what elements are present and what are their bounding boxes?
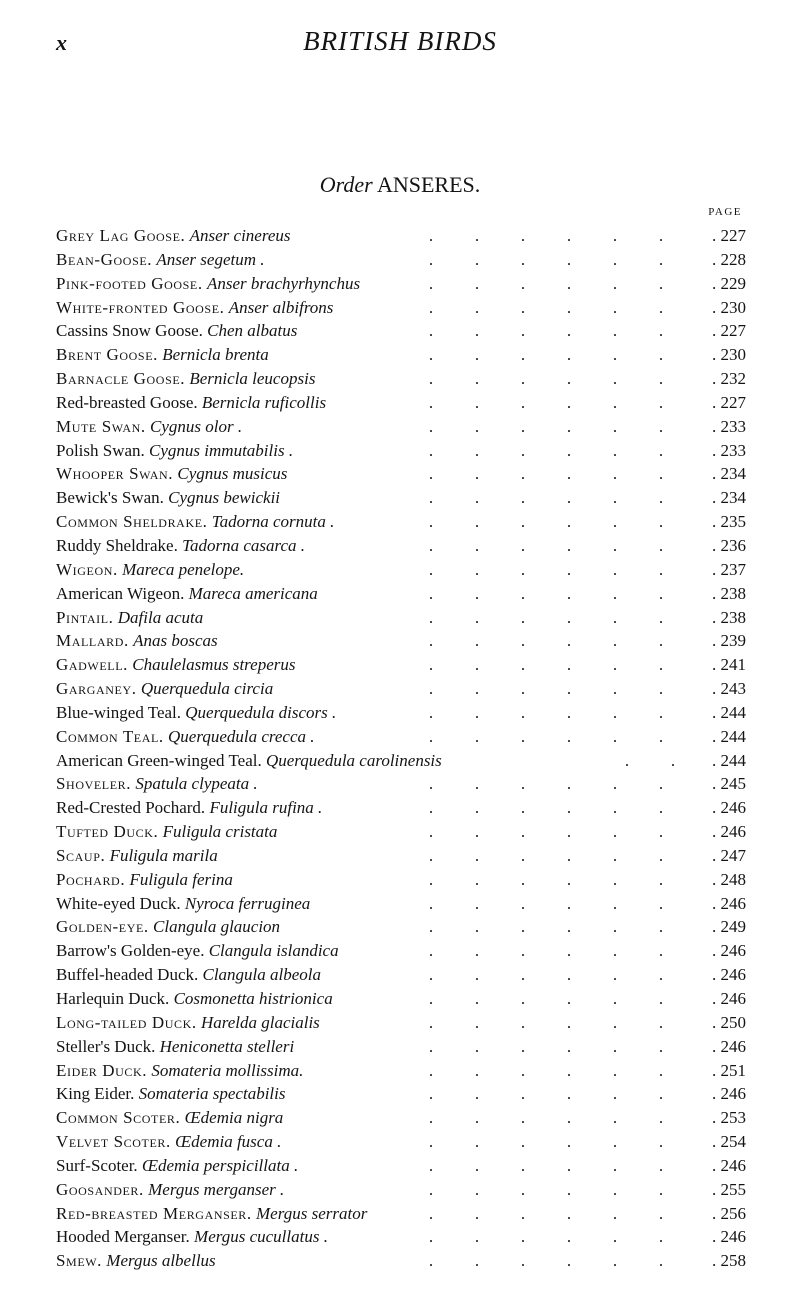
- entry-names: [56, 1225, 328, 1249]
- common-name: Barrow's Golden-eye.: [56, 941, 205, 961]
- dot-leader: . . . . . .: [428, 488, 664, 508]
- entry-names: [56, 1011, 320, 1035]
- dot-leader: . . . . . .: [428, 726, 664, 746]
- dot-leader: . . . . . .: [428, 512, 664, 532]
- page-ref: . 254: [690, 1130, 746, 1154]
- latin-name: Anas boscas: [133, 631, 218, 651]
- index-entry: [56, 796, 746, 820]
- index-entry: [56, 415, 746, 439]
- common-name: Steller's Duck.: [56, 1036, 156, 1056]
- entry-names: [56, 653, 295, 677]
- common-name: Surf-Scoter.: [56, 1155, 138, 1175]
- common-name: Wigeon.: [56, 559, 118, 579]
- dot-leader: . . . . . .: [428, 1155, 664, 1175]
- entry-names: [56, 224, 290, 248]
- entry-names: [56, 1130, 281, 1154]
- latin-name: Clangula glaucion: [153, 917, 281, 937]
- latin-name: Cygnus bewickii: [168, 488, 281, 508]
- latin-name: Mareca americana: [188, 583, 318, 603]
- page-header: [0, 26, 800, 66]
- index-entry: [56, 701, 746, 725]
- page-ref: . 229: [690, 272, 746, 296]
- latin-name: Querquedula carolinensis: [265, 750, 442, 770]
- common-name: Pink-footed Goose.: [56, 273, 203, 293]
- common-name: Tufted Duck.: [56, 822, 159, 842]
- entry-names: [56, 606, 203, 630]
- common-name: Common Scoter.: [56, 1108, 181, 1128]
- page-ref: . 246: [690, 892, 746, 916]
- page-ref: . 249: [690, 915, 746, 939]
- latin-name: Fuligula ferina: [129, 869, 233, 889]
- page-ref: . 246: [690, 1035, 746, 1059]
- latin-name: Clangula islandica: [208, 941, 339, 961]
- entry-names: [56, 558, 244, 582]
- page-ref: . 236: [690, 534, 746, 558]
- common-name: Red-breasted Goose.: [56, 392, 198, 412]
- page-ref: . 228: [690, 248, 746, 272]
- common-name: Shoveler.: [56, 774, 132, 794]
- common-name: American Green-winged Teal.: [56, 750, 262, 770]
- index-entry: [56, 1130, 746, 1154]
- dot-leader: . . . . . .: [428, 845, 664, 865]
- common-name: Mallard.: [56, 631, 129, 651]
- dot-leader: . . . . . .: [428, 369, 664, 389]
- common-name: Common Teal.: [56, 726, 164, 746]
- dot-leader: . . . . . .: [428, 249, 664, 269]
- index-entry: [56, 534, 746, 558]
- common-name: Long-tailed Duck.: [56, 1012, 197, 1032]
- dot-leader: . . . . . .: [428, 655, 664, 675]
- entry-names: [56, 439, 293, 463]
- dot-leader: . . . . . .: [428, 559, 664, 579]
- entry-names: [56, 987, 333, 1011]
- dot-leader: . . . . . .: [428, 273, 664, 293]
- index-entry: [56, 939, 746, 963]
- index-entry: [56, 224, 746, 248]
- common-name: American Wigeon.: [56, 583, 185, 603]
- entry-names: [56, 510, 334, 534]
- entry-names: [56, 939, 339, 963]
- dot-leader: . . . . . .: [428, 679, 664, 699]
- page-ref: . 243: [690, 677, 746, 701]
- page-ref: . 246: [690, 963, 746, 987]
- page-ref: . 244: [690, 749, 746, 773]
- entry-names: [56, 343, 269, 367]
- latin-name: Bernicla leucopsis: [189, 369, 316, 389]
- index-entry: [56, 1154, 746, 1178]
- index-entry: [56, 1106, 746, 1130]
- dot-leader: . . . . . .: [428, 989, 664, 1008]
- latin-name: Cygnus olor .: [149, 416, 243, 436]
- latin-name: Mareca penelope.: [122, 559, 245, 579]
- order-prefix: Order: [319, 172, 373, 197]
- entry-names: [56, 582, 318, 606]
- latin-name: Cosmonetta histrionica: [173, 989, 333, 1008]
- common-name: Goosander.: [56, 1179, 144, 1199]
- common-name: Pochard.: [56, 869, 126, 889]
- index-entry: [56, 343, 746, 367]
- page-ref: . 247: [690, 844, 746, 868]
- index-entry: [56, 1035, 746, 1059]
- page-ref: . 251: [690, 1059, 746, 1083]
- dot-leader: . . . . . .: [428, 583, 664, 603]
- dot-leader: . . . . . .: [428, 822, 664, 842]
- dot-leader: . . . . . .: [428, 702, 664, 722]
- page-number: x: [56, 30, 67, 55]
- page-ref: . 246: [690, 796, 746, 820]
- common-name: Gadwell.: [56, 655, 128, 675]
- latin-name: Spatula clypeata .: [135, 774, 258, 794]
- dot-leader: . . . . . .: [428, 535, 664, 555]
- latin-name: Tadorna casarca .: [182, 535, 306, 555]
- index-entry: [56, 319, 746, 343]
- dot-leader: . . . . . .: [428, 607, 664, 627]
- index-entry: [56, 749, 746, 773]
- entry-names: [56, 820, 277, 844]
- index-entry: [56, 987, 746, 1011]
- latin-name: Fuligula rufina .: [209, 798, 323, 818]
- common-name: White-eyed Duck.: [56, 893, 181, 913]
- common-name: Buffel-headed Duck.: [56, 965, 199, 985]
- entry-names: [56, 796, 322, 820]
- common-name: Grey Lag Goose.: [56, 226, 186, 245]
- dot-leader: . . . . . .: [428, 345, 664, 365]
- entry-names: [56, 486, 280, 510]
- latin-name: Mergus merganser .: [148, 1179, 285, 1199]
- latin-name: Somateria mollissima.: [151, 1060, 304, 1080]
- index-entry: [56, 868, 746, 892]
- common-name: Red-Crested Pochard.: [56, 798, 206, 818]
- common-name: Brent Goose.: [56, 345, 158, 365]
- latin-name: Anser albifrons: [228, 297, 334, 317]
- latin-name: Mergus cucullatus .: [194, 1227, 328, 1247]
- page-ref: . 244: [690, 701, 746, 725]
- latin-name: Bernicla brenta: [162, 345, 269, 365]
- index-entry: [56, 272, 746, 296]
- common-name: White-fronted Goose.: [56, 297, 225, 317]
- index-entry: [56, 367, 746, 391]
- page-column-label: PAGE: [708, 206, 742, 218]
- page-ref: . 253: [690, 1106, 746, 1130]
- common-name: Whooper Swan.: [56, 464, 174, 484]
- entry-names: [56, 629, 218, 653]
- index-entry: [56, 486, 746, 510]
- latin-name: Clangula albeola: [202, 965, 322, 985]
- latin-name: Heniconetta stelleri: [159, 1036, 295, 1056]
- dot-leader: . . . . . .: [428, 226, 664, 245]
- index-entry: [56, 820, 746, 844]
- dot-leader: . . . . . .: [428, 798, 664, 818]
- entry-names: [56, 1059, 303, 1083]
- dot-leader: . . . . . .: [428, 1203, 664, 1223]
- entry-names: [56, 868, 233, 892]
- entry-names: [56, 677, 273, 701]
- entry-names: [56, 772, 258, 796]
- dot-leader: . . . . . .: [428, 392, 664, 412]
- entry-names: [56, 1106, 283, 1130]
- latin-name: Anser segetum .: [156, 249, 265, 269]
- index-entry: [56, 1011, 746, 1035]
- page-ref: . 230: [690, 343, 746, 367]
- dot-leader: . . . . . .: [428, 1108, 664, 1128]
- dot-leader: . . . . . .: [428, 321, 664, 341]
- index-entry: [56, 653, 746, 677]
- latin-name: Somateria spectabilis: [138, 1084, 286, 1104]
- common-name: Common Sheldrake.: [56, 512, 208, 532]
- entry-names: [56, 1202, 367, 1226]
- index-entry: [56, 915, 746, 939]
- dot-leader: . . . . . .: [428, 965, 664, 985]
- common-name: Red-breasted Merganser.: [56, 1203, 252, 1223]
- page-ref: . 230: [690, 296, 746, 320]
- common-name: Ruddy Sheldrake.: [56, 535, 178, 555]
- running-head: BRITISH BIRDS: [303, 26, 497, 56]
- index-entry: [56, 725, 746, 749]
- index-entry: [56, 1178, 746, 1202]
- entry-names: [56, 963, 321, 987]
- index-entry: [56, 892, 746, 916]
- entry-names: [56, 1249, 216, 1273]
- order-heading: [0, 172, 800, 198]
- latin-name: Anser brachyrhynchus: [206, 273, 361, 293]
- page-ref: . 246: [690, 1225, 746, 1249]
- latin-name: Œdemia perspicillata .: [141, 1155, 299, 1175]
- latin-name: Œdemia nigra: [184, 1108, 284, 1128]
- dot-leader: . . . . . .: [428, 869, 664, 889]
- page-ref: . 227: [690, 224, 746, 248]
- page-ref: . 246: [690, 1154, 746, 1178]
- latin-name: Bernicla ruficollis: [201, 392, 327, 412]
- page-ref: . 239: [690, 629, 746, 653]
- dot-leader: . . . . . .: [428, 1227, 664, 1247]
- index-entry: [56, 772, 746, 796]
- page-ref: . 248: [690, 868, 746, 892]
- latin-name: Cygnus musicus: [177, 464, 288, 484]
- dot-leader: . . . . . .: [428, 917, 664, 937]
- latin-name: Anser cinereus: [189, 226, 291, 245]
- common-name: Barnacle Goose.: [56, 369, 186, 389]
- index-entry: [56, 582, 746, 606]
- index-entry: [56, 1225, 746, 1249]
- page-ref: . 238: [690, 582, 746, 606]
- latin-name: Fuligula marila: [109, 845, 218, 865]
- latin-name: Fuligula cristata: [162, 822, 278, 842]
- entry-names: [56, 892, 310, 916]
- index-entry: [56, 1249, 746, 1273]
- common-name: Garganey.: [56, 679, 137, 699]
- dot-leader: . .: [624, 750, 676, 770]
- entry-names: [56, 534, 305, 558]
- common-name: Eider Duck.: [56, 1060, 148, 1080]
- dot-leader: . . . . . .: [428, 297, 664, 317]
- index-entry: [56, 248, 746, 272]
- page-ref: . 241: [690, 653, 746, 677]
- page-ref: . 227: [690, 391, 746, 415]
- dot-leader: . . . . . .: [428, 774, 664, 794]
- dot-leader: . . . . . .: [428, 631, 664, 651]
- page-ref: . 246: [690, 987, 746, 1011]
- dot-leader: . . . . . .: [428, 1179, 664, 1199]
- common-name: Smew.: [56, 1251, 103, 1271]
- latin-name: Chen albatus: [207, 321, 298, 341]
- page-ref: . 233: [690, 415, 746, 439]
- index-entry: [56, 558, 746, 582]
- page-ref: . 238: [690, 606, 746, 630]
- common-name: Mute Swan.: [56, 416, 146, 436]
- index-entry: [56, 629, 746, 653]
- entry-names: [56, 1178, 284, 1202]
- index-entry: [56, 510, 746, 534]
- common-name: Velvet Scoter.: [56, 1132, 171, 1152]
- page-ref: . 246: [690, 939, 746, 963]
- common-name: Polish Swan.: [56, 440, 145, 460]
- page-ref: . 245: [690, 772, 746, 796]
- page-ref: . 256: [690, 1202, 746, 1226]
- common-name: Scaup.: [56, 845, 106, 865]
- index-entry: [56, 1082, 746, 1106]
- page-ref: . 246: [690, 1082, 746, 1106]
- entry-names: [56, 915, 280, 939]
- latin-name: Harelda glacialis: [200, 1012, 320, 1032]
- common-name: Bewick's Swan.: [56, 488, 164, 508]
- latin-name: Dafila acuta: [117, 607, 204, 627]
- index-entry: [56, 439, 746, 463]
- dot-leader: . . . . . .: [428, 1084, 664, 1104]
- page-ref: . 237: [690, 558, 746, 582]
- dot-leader: . . . . . .: [428, 1012, 664, 1032]
- entry-names: [56, 725, 315, 749]
- latin-name: Chaulelasmus streperus: [132, 655, 296, 675]
- index-entry: [56, 462, 746, 486]
- entry-names: [56, 462, 287, 486]
- page-ref: . 234: [690, 462, 746, 486]
- common-name: Golden-eye.: [56, 917, 149, 937]
- dot-leader: . . . . . .: [428, 941, 664, 961]
- latin-name: Tadorna cornuta .: [211, 512, 335, 532]
- entry-names: [56, 296, 333, 320]
- page-ref: . 235: [690, 510, 746, 534]
- page-ref: . 233: [690, 439, 746, 463]
- page-ref: . 227: [690, 319, 746, 343]
- dot-leader: . . . . . .: [428, 464, 664, 484]
- common-name: Hooded Merganser.: [56, 1227, 190, 1247]
- entry-names: [56, 319, 297, 343]
- entry-names: [56, 844, 218, 868]
- latin-name: Querquedula crecca .: [168, 726, 315, 746]
- index-entry: [56, 963, 746, 987]
- dot-leader: . . . . . .: [428, 1132, 664, 1152]
- dot-leader: . . . . . .: [428, 1036, 664, 1056]
- dot-leader: . . . . . .: [428, 440, 664, 460]
- index-entry: [56, 1059, 746, 1083]
- index-entry: [56, 606, 746, 630]
- latin-name: Nyroca ferruginea: [184, 893, 311, 913]
- index-entry: [56, 391, 746, 415]
- entry-names: [56, 1082, 286, 1106]
- common-name: Bean-Goose.: [56, 249, 153, 269]
- index-entry: [56, 844, 746, 868]
- latin-name: Querquedula circia: [140, 679, 274, 699]
- index-entry: [56, 1202, 746, 1226]
- dot-leader: . . . . . .: [428, 1060, 664, 1080]
- page-ref: . 246: [690, 820, 746, 844]
- latin-name: Mergus serrator: [256, 1203, 368, 1223]
- entry-names: [56, 415, 242, 439]
- page-ref: . 258: [690, 1249, 746, 1273]
- index-entry: [56, 677, 746, 701]
- dot-leader: . . . . . .: [428, 1251, 664, 1271]
- common-name: Cassins Snow Goose.: [56, 321, 203, 341]
- page-ref: . 250: [690, 1011, 746, 1035]
- latin-name: Mergus albellus: [106, 1251, 216, 1271]
- index-entries: [56, 224, 746, 1273]
- page-ref: . 255: [690, 1178, 746, 1202]
- entry-names: [56, 391, 326, 415]
- dot-leader: . . . . . .: [428, 893, 664, 913]
- dot-leader: . . . . . .: [428, 416, 664, 436]
- latin-name: Querquedula discors .: [185, 702, 337, 722]
- latin-name: Œdemia fusca .: [175, 1132, 282, 1152]
- entry-names: [56, 1035, 294, 1059]
- common-name: Blue-winged Teal.: [56, 702, 182, 722]
- entry-names: [56, 1154, 298, 1178]
- common-name: Pintail.: [56, 607, 114, 627]
- entry-names: [56, 272, 360, 296]
- common-name: King Eider.: [56, 1084, 135, 1104]
- index-entry: [56, 296, 746, 320]
- page-ref: . 232: [690, 367, 746, 391]
- latin-name: Cygnus immutabilis .: [149, 440, 294, 460]
- entry-names: [56, 749, 442, 773]
- page-ref: . 244: [690, 725, 746, 749]
- entry-names: [56, 248, 265, 272]
- order-name: ANSERES.: [376, 172, 481, 197]
- common-name: Harlequin Duck.: [56, 989, 170, 1008]
- entry-names: [56, 701, 336, 725]
- page-ref: . 234: [690, 486, 746, 510]
- entry-names: [56, 367, 315, 391]
